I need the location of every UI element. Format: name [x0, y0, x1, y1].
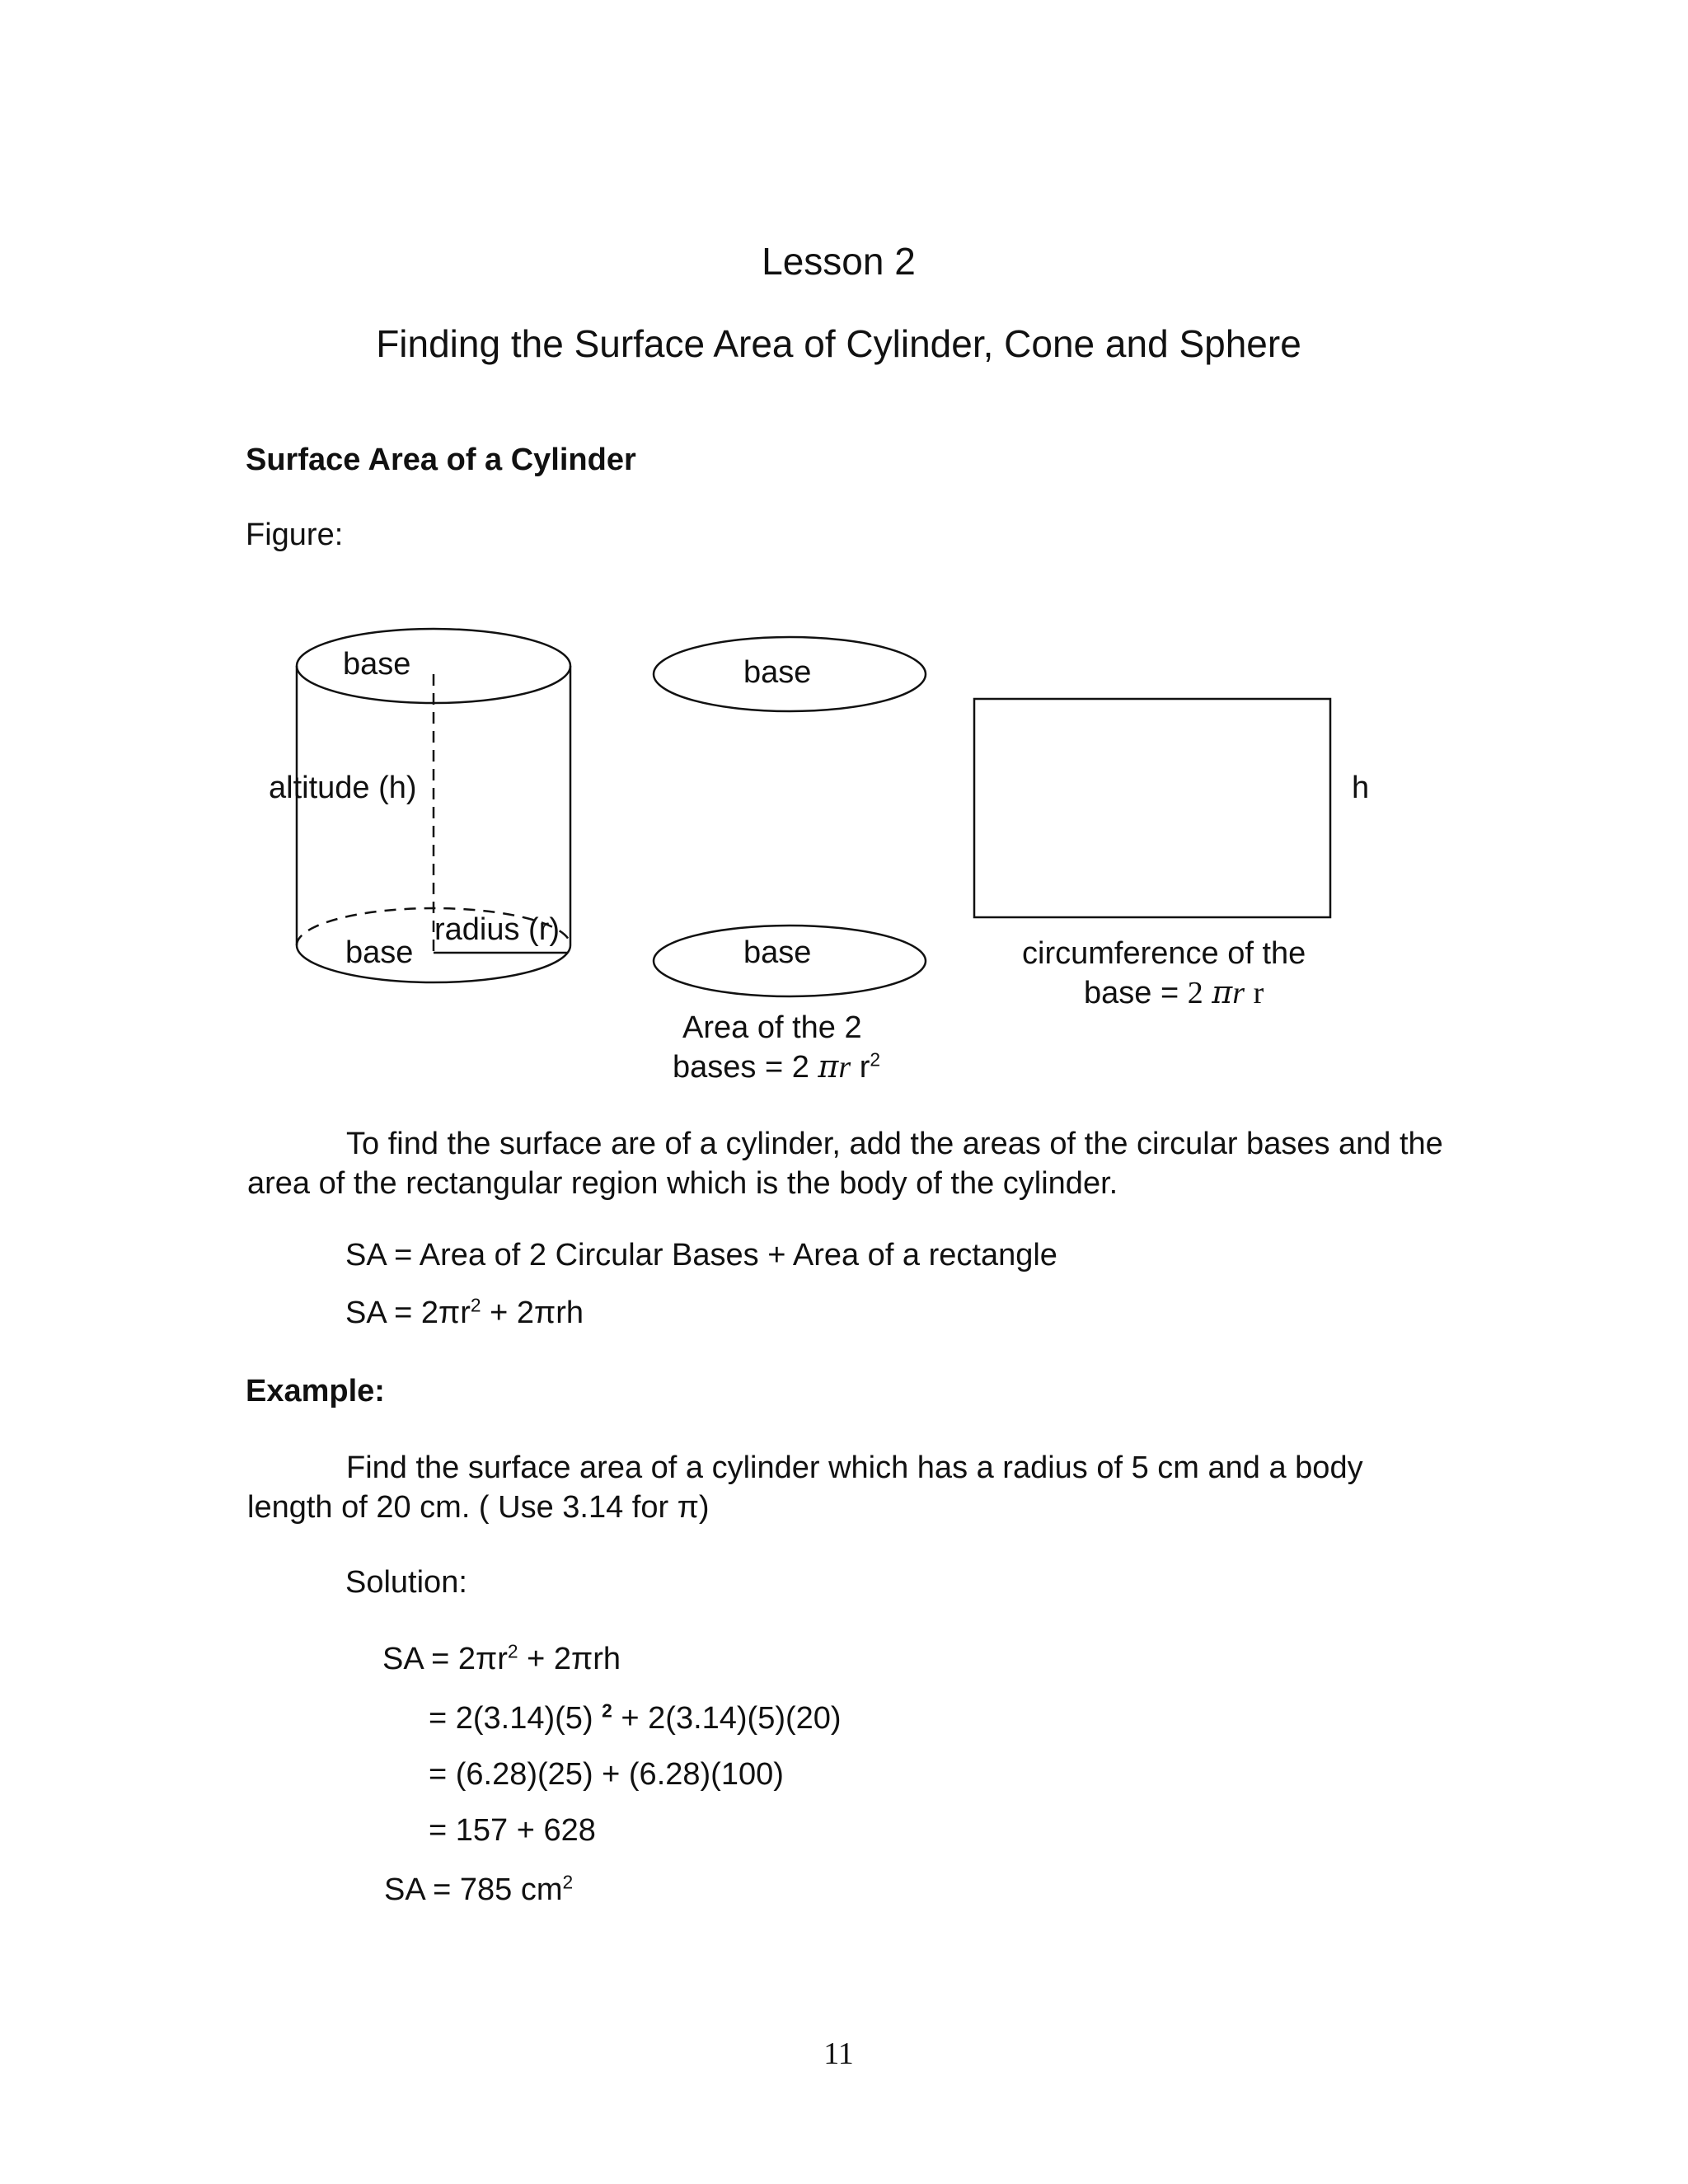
- page-number: 11: [823, 2036, 854, 2071]
- solution-step-1: SA = $2\pi r^2 + 2\pi rh$: [382, 1640, 621, 1676]
- figure-label: Figure:: [246, 518, 344, 552]
- section-heading: Surface Area of a Cylinder: [246, 443, 636, 477]
- formula-words: SA = Area of 2 Circular Bases + Area of a rectangle: [345, 1238, 1057, 1272]
- top-base-label: base: [743, 655, 812, 690]
- solution-result: SA = 785 $cm^2$: [384, 1871, 574, 1907]
- altitude-label: altitude (h): [269, 771, 417, 805]
- height-label: h: [1352, 771, 1370, 805]
- body-rectangle: [974, 699, 1330, 917]
- solution-step-2: = 2(3.14)(5) $^2$ + 2(3.14)(5)(20): [429, 1699, 842, 1736]
- cylinder-top-base-label: base: [343, 647, 411, 682]
- cylinder-top-ellipse: [297, 629, 570, 703]
- page-title: Finding the Surface Area of Cylinder, Cone and Sphere: [376, 322, 1301, 365]
- bases-caption-line2: bases = 2 πr $r^2$: [673, 1048, 881, 1085]
- bases-caption-line1: Area of the 2: [682, 1010, 862, 1045]
- solution-step-4: = 157 + 628: [429, 1813, 596, 1848]
- solution-label: Solution:: [345, 1565, 467, 1600]
- example-problem: Find the surface area of a cylinder which has a radius of 5 cm and a body length of 20 cm. ( Use 3.14 for π): [247, 1451, 1363, 1525]
- formula-symbolic: SA = $2\pi r^2 + 2\pi rh$: [345, 1294, 584, 1330]
- explanation-paragraph: To find the surface are of a cylinder, add the areas of the circular bases and the area of the rectangular region which is the body of the cylinder.: [247, 1127, 1443, 1201]
- bottom-base-label: base: [743, 935, 812, 970]
- lesson-number: Lesson 2: [762, 240, 916, 283]
- solution-step-3: = (6.28)(25) + (6.28)(100): [429, 1757, 784, 1792]
- radius-label: radius (r): [434, 912, 560, 947]
- example-heading: Example:: [246, 1374, 385, 1408]
- circumference-caption-line1: circumference of the: [1022, 936, 1306, 971]
- cylinder-bottom-base-label: base: [345, 935, 414, 970]
- circumference-caption-line2: base = 2 πr r: [1084, 974, 1264, 1010]
